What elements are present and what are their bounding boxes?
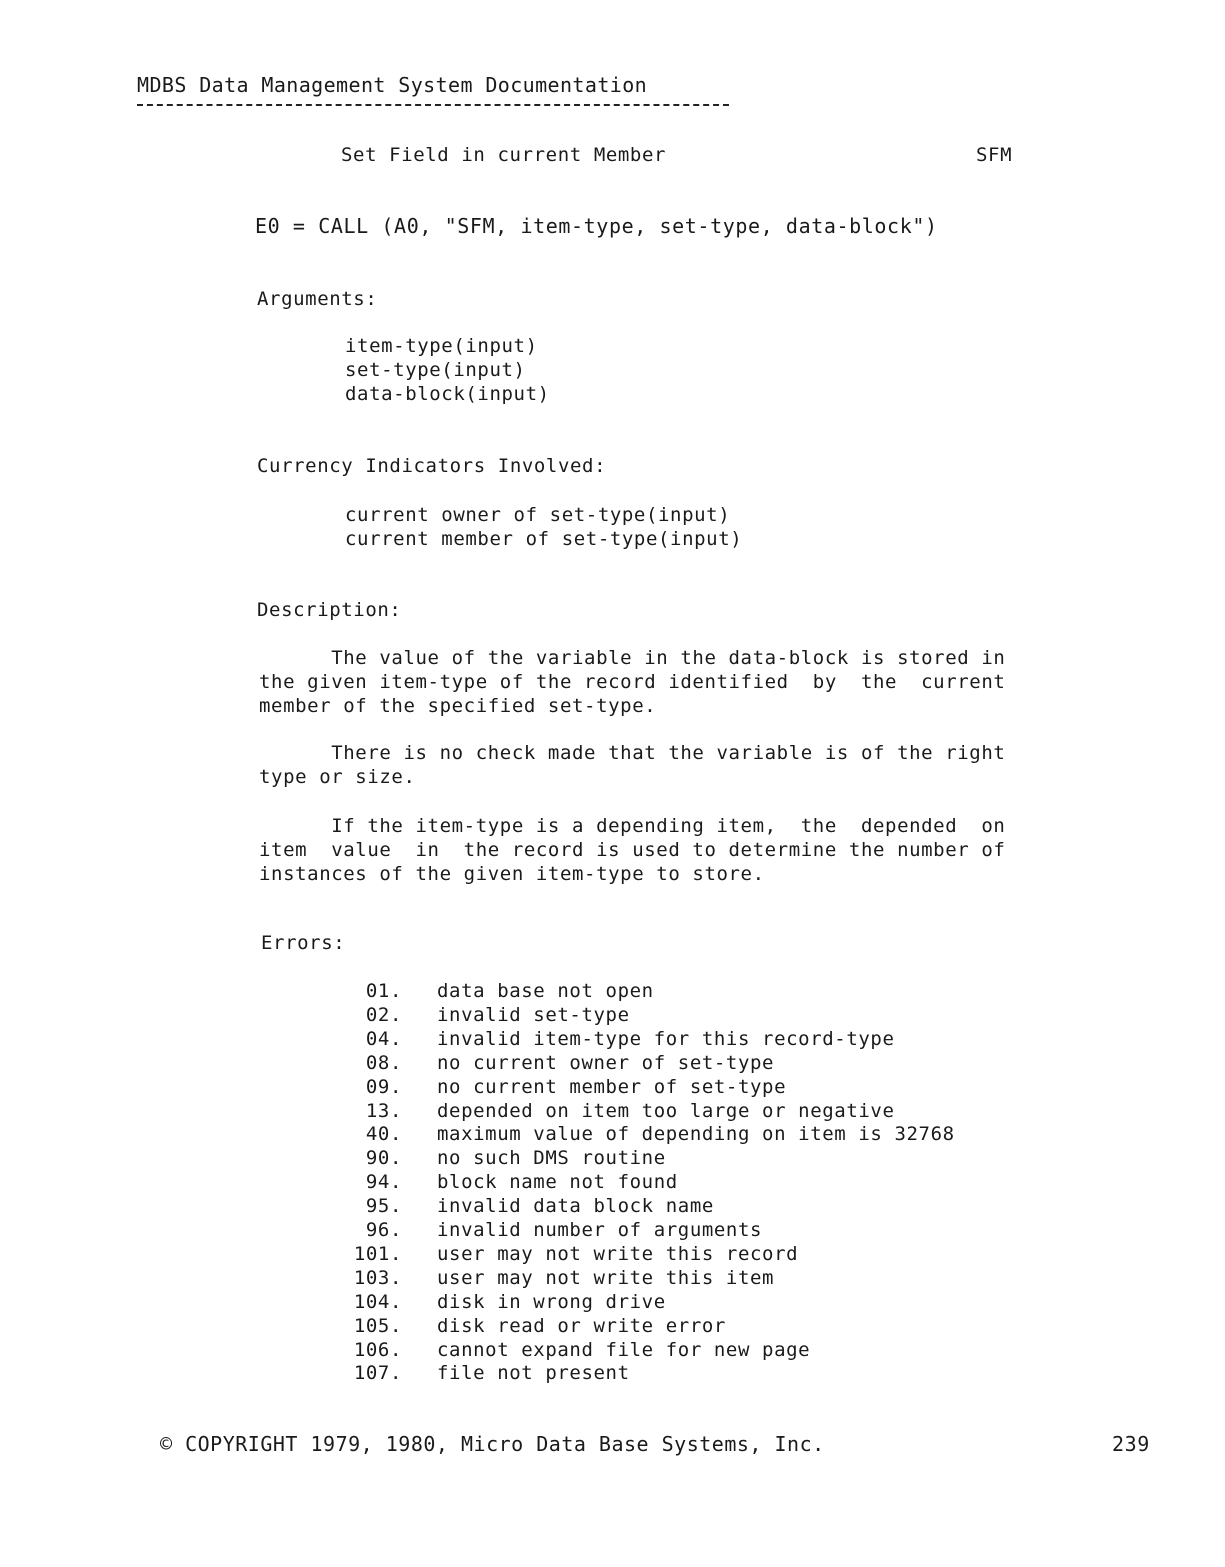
routine-title: Set Field in current Member — [341, 144, 667, 166]
page-number: 239 — [1112, 1432, 1150, 1456]
error-description: no current member of set-type — [437, 1076, 787, 1098]
error-code: 94. — [365, 1171, 402, 1193]
error-code: 104. — [353, 1291, 402, 1313]
error-description: maximum value of depending on item is 32768 — [437, 1123, 955, 1145]
description-line: instances of the given item-type to store. — [259, 863, 765, 885]
error-description: no such DMS routine — [437, 1147, 666, 1169]
error-code: 90. — [365, 1147, 402, 1169]
error-description: depended on item too large or negative — [437, 1100, 895, 1122]
error-description: invalid item-type for this record-type — [437, 1028, 895, 1050]
call-syntax: E0 = CALL (A0, "SFM, item-type, set-type, data-block") — [255, 214, 938, 238]
error-code: 106. — [353, 1339, 402, 1361]
error-description: invalid data block name — [437, 1195, 714, 1217]
argument-item: item-type(input) — [345, 335, 538, 357]
errors-heading: Errors: — [261, 932, 346, 954]
error-code: 95. — [365, 1195, 402, 1217]
currency-heading: Currency Indicators Involved: — [257, 455, 607, 477]
arguments-heading: Arguments: — [257, 288, 378, 310]
error-description: block name not found — [437, 1171, 678, 1193]
error-description: no current owner of set-type — [437, 1052, 775, 1074]
error-description: user may not write this item — [437, 1267, 775, 1289]
error-code: 08. — [365, 1052, 402, 1074]
currency-item: current member of set-type(input) — [345, 528, 743, 550]
argument-item: data-block(input) — [345, 383, 550, 405]
error-code: 107. — [353, 1362, 402, 1384]
description-line: item value in the record is used to determine the number of — [259, 839, 1006, 861]
description-line: type or size. — [259, 766, 416, 788]
error-description: data base not open — [437, 980, 654, 1002]
error-description: invalid number of arguments — [437, 1219, 763, 1241]
error-code: 40. — [365, 1123, 402, 1145]
error-description: disk read or write error — [437, 1315, 726, 1337]
argument-item: set-type(input) — [345, 359, 526, 381]
description-line: member of the specified set-type. — [259, 695, 657, 717]
page-header: MDBS Data Management System Documentation — [137, 73, 648, 97]
error-code: 02. — [365, 1004, 402, 1026]
routine-code: SFM — [976, 144, 1013, 166]
error-code: 09. — [365, 1076, 402, 1098]
currency-item: current owner of set-type(input) — [345, 504, 731, 526]
description-line: If the item-type is a depending item, the depended on — [259, 815, 1006, 837]
error-description: disk in wrong drive — [437, 1291, 666, 1313]
error-description: cannot expand file for new page — [437, 1339, 811, 1361]
header-rule — [137, 104, 729, 106]
error-description: file not present — [437, 1362, 630, 1384]
error-code: 105. — [353, 1315, 402, 1337]
description-line: the given item-type of the record identified by the current — [259, 671, 1006, 693]
description-heading: Description: — [257, 599, 402, 621]
description-line: There is no check made that the variable is of the right — [259, 742, 1006, 764]
error-code: 04. — [365, 1028, 402, 1050]
error-description: invalid set-type — [437, 1004, 630, 1026]
error-description: user may not write this record — [437, 1243, 799, 1265]
error-code: 101. — [353, 1243, 402, 1265]
description-line: The value of the variable in the data-block is stored in — [259, 647, 1006, 669]
error-code: 01. — [365, 980, 402, 1002]
error-code: 96. — [365, 1219, 402, 1241]
error-code: 103. — [353, 1267, 402, 1289]
copyright-footer: © COPYRIGHT 1979, 1980, Micro Data Base Systems, Inc. — [160, 1432, 825, 1456]
error-code: 13. — [365, 1100, 402, 1122]
